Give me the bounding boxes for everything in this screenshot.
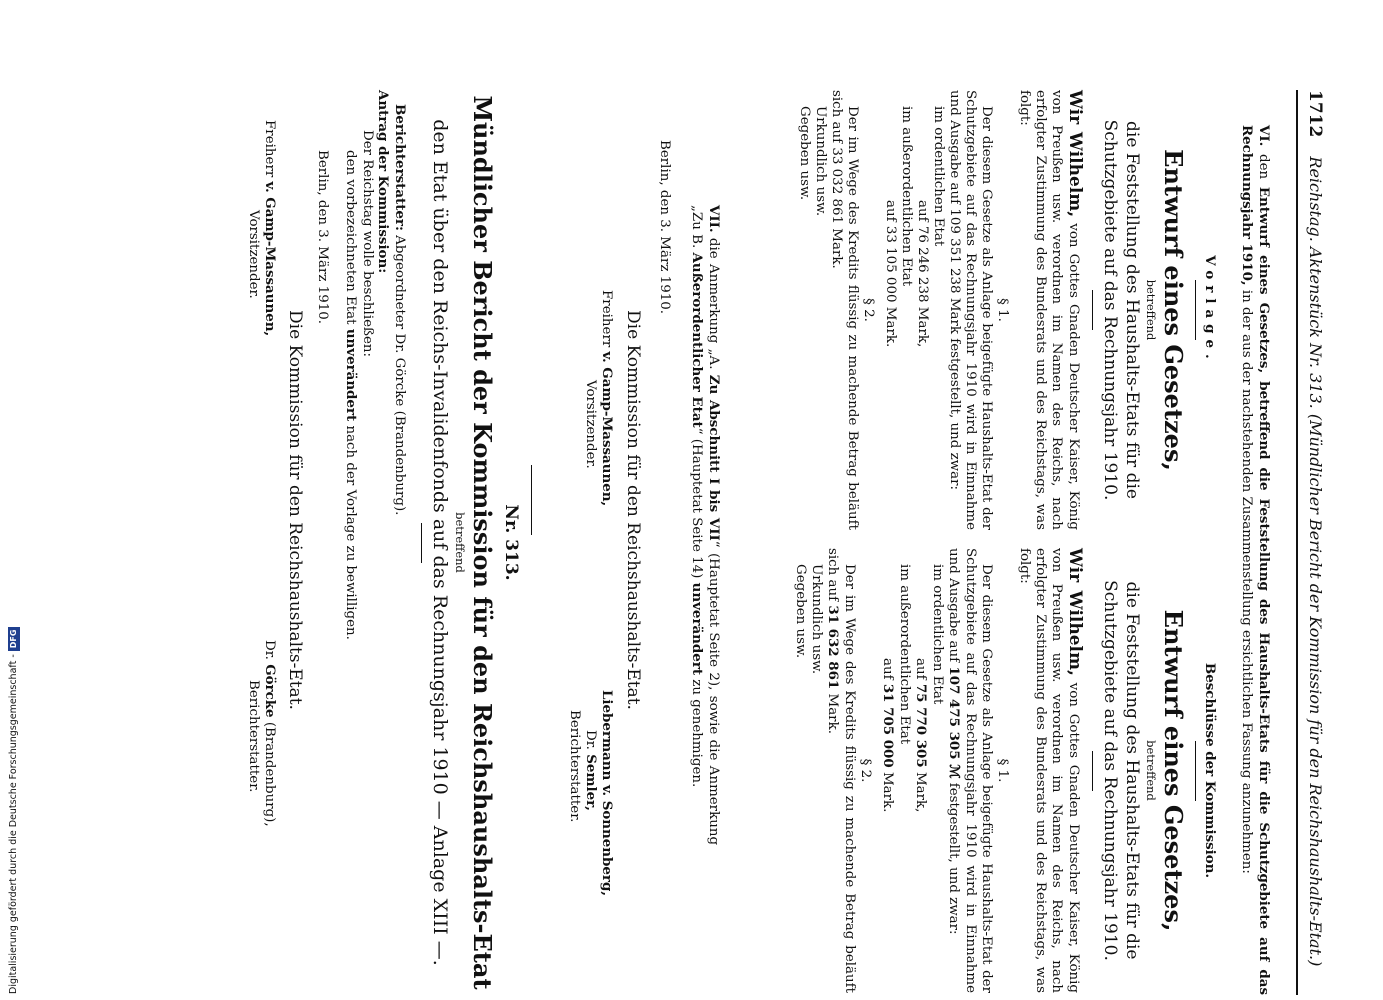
chair-signature-1 <box>582 290 615 540</box>
header-title: Reichstag. Aktenstück Nr. 313. (Mündlicher Bericht der Kommission für den Reichshaushalts-Etat.) <box>1306 156 1325 967</box>
section-vii-text-a: die Anmerkung „A. <box>706 232 721 375</box>
chair-signature-2 <box>245 120 278 420</box>
nr-313-motion-text-d: nach der Vorlage zu bewilligen. <box>343 421 358 640</box>
column-vorlage <box>796 90 1218 530</box>
nr-313-betreffend: betreffend <box>453 512 467 573</box>
beschluesse-bill-title: Entwurf eines Gesetzes, <box>1159 609 1188 932</box>
vorlage-extra-amount: auf 33 105 000 Mark. <box>883 200 898 348</box>
commission-name-2 <box>284 160 306 860</box>
vorlage-closing-1: Urkundlich usw. <box>813 106 828 217</box>
vorlage-betreffend: betreffend <box>1144 279 1158 341</box>
nr-313-motion-label: Antrag der Kommission: <box>375 90 391 274</box>
beschluesse-extra-amount: 31 705 000 <box>880 683 896 768</box>
section-vi-numeral: VI. <box>1256 125 1272 147</box>
section-vii-ref-1: Zu Abschnitt I bis VII <box>706 374 722 541</box>
section-vii-text-c: “ (Hauptetat Seite 2), sowie die Anmerkung „Zu B. <box>689 205 721 846</box>
beschluesse-para1-total: 107 475 305 ℳ <box>946 666 962 779</box>
vorlage-ordinary-amount: auf 76 246 238 Mark, <box>915 200 930 348</box>
credit-text: Digitalisierung gefördert durch die Deutsche Forschungsgemeinschaft - <box>8 654 19 994</box>
beschluesse-para2-amount: 31 632 861 <box>825 605 841 690</box>
beschluesse-extra-suffix: Mark. <box>880 767 895 813</box>
reporter-title-2: Dr. <box>262 640 277 665</box>
nr-313-motion-unchanged: unverändert <box>343 328 359 422</box>
beschluesse-ordinary-label: im ordentlichen Etat <box>930 564 945 705</box>
nr-313-reporter-label: Berichterstatter: <box>392 104 408 231</box>
beschluesse-para1-text-b: festgestellt, und zwar: <box>946 778 961 935</box>
beschluesse-heading: Beschlüsse der Kommission. <box>1202 662 1218 879</box>
section-vi-intro-text: den <box>1256 154 1271 187</box>
vorlage-preamble-text: von Gottes Gnaden Deutscher Kaiser, König von Preußen usw. verordnen im Namen des Reichs, nach erfolgter Zustimmung des Bundesrats und des Reichstags, was folgt: <box>1017 90 1081 530</box>
section-vii-text-g: zu genehmigen. <box>689 675 704 788</box>
reporter-role-2: Berichterstatter. <box>246 680 261 793</box>
beschluesse-extra-line <box>879 548 896 993</box>
beschluesse-preamble-text: von Gottes Gnaden Deutscher Kaiser, König von Preußen usw. verordnen im Namen des Reichs, nach erfolgter Zustimmung des Bundesrats und des Reichstags, was folgt: <box>1017 548 1081 993</box>
beschluesse-subject: die Feststellung des Haushalts-Etats für die Schutzgebiete auf das Rechnungsjahr 1910. <box>1100 580 1142 961</box>
vorlage-subject: die Feststellung des Haushalts-Etats für die Schutzgebiete auf das Rechnungsjahr 1910. <box>1100 119 1142 501</box>
beschluesse-closing-1: Urkundlich usw. <box>809 564 824 675</box>
nr-313-subject: den Etat über den Reichs-Invalidenfonds auf das Rechnungsjahr 1910 — Anlage XIII —. <box>429 119 451 966</box>
vorlage-para2-text: Der im Wege des Kredits flüssig zu machende Betrag beläuft sich auf 33 032 861 Mark. <box>829 90 860 530</box>
place-date-2: Berlin, den 3. März 1910. <box>315 150 330 325</box>
nr-313-number: Nr. 313. <box>501 504 521 581</box>
chair-prefix-2: Freiherr <box>262 120 277 182</box>
signature-place-date-2 <box>314 150 330 450</box>
beschluesse-para2-text-a: Der im Wege des Kredits flüssig zu machende Betrag beläuft sich auf <box>825 548 857 993</box>
beschluesse-ordinary-line <box>912 548 929 993</box>
beschluesse-para1-text <box>945 548 994 993</box>
reporter-signature-1 <box>566 690 615 940</box>
column-beschluesse <box>792 548 1218 993</box>
beschluesse-betreffend: betreffend <box>1144 740 1158 801</box>
vorlage-closing-2: Gegeben usw. <box>797 106 812 201</box>
beschluesse-ordinary-amount: 75 770 305 <box>913 683 929 768</box>
nr-313-motion-text-b: den vorbezeichneten Etat <box>343 150 358 329</box>
chair-role-2: Vorsitzender. <box>246 210 261 299</box>
vorlage-para2-heading: § 2. <box>861 298 876 322</box>
nr-313-title: Mündlicher Bericht der Kommission für den Reichshaushalts-Etat <box>468 95 497 990</box>
section-vii-numeral: VII. <box>706 205 722 233</box>
beschluesse-para1-text-a: Der diesem Gesetze als Anlage beigefügte Haushalts-Etat der Schutzgebiete auf das Rechnungsjahr 1910 wird in Einnahme und Ausgabe auf <box>946 548 994 993</box>
vorlage-heading: Vorlage. <box>1202 255 1218 365</box>
section-vi-intro-rest: in der aus der nachstehenden Zusammenstellung ersichtlichen Fassung anzunehmen: <box>1239 285 1254 874</box>
running-header <box>1296 90 1330 995</box>
beschluesse-extra-label: im außerordentlichen Etat <box>897 564 912 745</box>
beschluesse-preamble-name: Wir Wilhelm, <box>1065 548 1085 676</box>
nr-313-motion-intro: Der Reichstag wolle beschließen: <box>360 130 375 358</box>
section-vi-intro <box>1238 125 1272 995</box>
section-vii-ref-2: Außerordentlicher Etat <box>689 252 705 428</box>
section-vii-text-e: “ (Hauptetat Seite 14) <box>689 427 704 583</box>
beschluesse-para1-heading: § 1. <box>995 758 1010 783</box>
beschluesse-preamble <box>1016 548 1086 993</box>
vorlage-ordinary-label: im ordentlichen Etat <box>931 106 946 247</box>
chair-role-1: Vorsitzender. <box>583 380 598 469</box>
nr-313-body <box>342 90 408 995</box>
vorlage-para1-text: Der diesem Gesetze als Anlage beigefügte Haushalts-Etat der Schutzgebiete auf das Rechnungsjahr 1910 wird in Einnahme und Ausgabe auf 109 351 238 Mark festgestellt, und zwar: <box>947 90 994 530</box>
section-vii <box>688 205 722 845</box>
reporter-signature-2 <box>245 640 278 940</box>
signature-place-date-1 <box>656 140 672 440</box>
section-vii-unchanged: unverändert <box>689 582 705 676</box>
commission-name-1 <box>622 160 644 860</box>
reporter-name-2: Görcke <box>262 664 278 718</box>
beschluesse-ordinary-suffix: Mark, <box>913 767 928 813</box>
beschluesse-para2-text <box>824 548 857 993</box>
beschluesse-extra-prefix: auf <box>880 658 895 684</box>
reporter-role-1: Berichterstatter. <box>567 710 582 823</box>
dfg-logo: DFG <box>8 627 20 652</box>
vorlage-preamble-name: Wir Wilhelm, <box>1065 90 1085 218</box>
nr-313-heading <box>415 90 522 995</box>
vorlage-para1-heading: § 1. <box>995 298 1010 322</box>
beschluesse-ordinary-prefix: auf <box>913 658 928 684</box>
commission-line-2: Die Kommission für den Reichshaushalts-Etat. <box>285 310 305 710</box>
nr-313-reporter-text: Abgeordneter Dr. Görcke (Brandenburg). <box>392 230 407 516</box>
beschluesse-para2-heading: § 2. <box>858 758 873 783</box>
divider <box>531 465 532 535</box>
chair-name-1: v. Gamp-Massaunen, <box>599 351 615 507</box>
chair-name-2: v. Gamp-Massaunen, <box>262 181 278 337</box>
chair-prefix-1: Freiherr <box>599 290 614 352</box>
reporter-name-1b: Semler, <box>583 754 599 811</box>
section-vi-bill-reference: Entwurf eines Gesetzes, betreffend die Feststellung des Haushalts-Etats für die Schutzgebiete auf das Rechnungsjahr 1910, <box>1239 125 1272 995</box>
beschluesse-para2-text-b: Mark. <box>825 689 840 734</box>
reporter-region-2: (Brandenburg), <box>262 717 277 827</box>
reporter-name-1a: Liebermann v. Sonnenberg, <box>599 690 615 896</box>
place-date-1: Berlin, den 3. März 1910. <box>657 140 672 315</box>
beschluesse-closing-2: Gegeben usw. <box>793 564 808 659</box>
reporter-title-1: Dr. <box>583 730 598 755</box>
commission-line-1: Die Kommission für den Reichshaushalts-Etat. <box>623 310 643 710</box>
page-number: 1712 <box>1305 90 1325 138</box>
vorlage-bill-title: Entwurf eines Gesetzes, <box>1159 149 1188 471</box>
vorlage-preamble <box>1016 90 1086 530</box>
vorlage-extra-label: im außerordentlichen Etat <box>899 106 914 287</box>
